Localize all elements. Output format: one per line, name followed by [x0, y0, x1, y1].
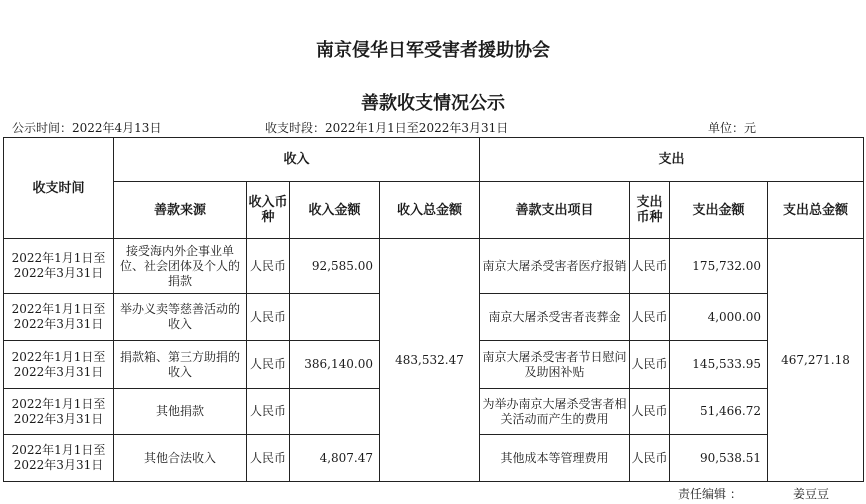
row-income-currency: 人民币 — [247, 389, 290, 435]
row-income-amount — [290, 294, 380, 341]
publish-time: 公示时间：2022年4月13日 — [12, 121, 162, 135]
row-expense-amount: 4,000.00 — [670, 294, 768, 341]
header-expense-currency: 支出币种 — [630, 182, 670, 239]
row-expense-amount: 90,538.51 — [670, 435, 768, 482]
header-source: 善款来源 — [114, 182, 247, 239]
row-expense-currency: 人民币 — [630, 341, 670, 389]
row-source: 其他合法收入 — [114, 435, 247, 482]
row-source: 举办义卖等慈善活动的收入 — [114, 294, 247, 341]
row-income-amount: 92,585.00 — [290, 239, 380, 294]
donation-table — [3, 137, 864, 482]
row-source: 接受海内外企事业单位、社会团体及个人的捐款 — [114, 239, 247, 294]
header-income: 收入 — [114, 138, 480, 182]
header-expense-amount: 支出金额 — [670, 182, 768, 239]
row-income-amount: 4,807.47 — [290, 435, 380, 482]
row-income-currency: 人民币 — [247, 239, 290, 294]
row-time: 2022年1月1日至2022年3月31日 — [4, 435, 114, 482]
editor-label: 责任编辑 ： — [678, 487, 742, 501]
row-income-amount — [290, 389, 380, 435]
document-title: 善款收支情况公示 — [361, 93, 505, 114]
row-income-currency: 人民币 — [247, 435, 290, 482]
expense-total-value: 467,271.18 — [768, 239, 864, 482]
header-expense-item: 善款支出项目 — [480, 182, 630, 239]
organization-title: 南京侵华日军受害者援助协会 — [316, 40, 550, 61]
row-expense-currency: 人民币 — [630, 389, 670, 435]
editor-name: 姜豆豆 — [793, 487, 830, 501]
row-income-currency: 人民币 — [247, 294, 290, 341]
row-expense-item: 南京大屠杀受害者丧葬金 — [480, 294, 630, 341]
unit-label: 单位：元 — [708, 121, 757, 135]
row-income-amount: 386,140.00 — [290, 341, 380, 389]
row-expense-item: 为举办南京大屠杀受害者相关活动而产生的费用 — [480, 389, 630, 435]
income-total-value: 483,532.47 — [380, 239, 480, 482]
row-expense-amount: 51,466.72 — [670, 389, 768, 435]
header-time: 收支时间 — [4, 138, 114, 239]
row-expense-currency: 人民币 — [630, 239, 670, 294]
row-expense-item: 南京大屠杀受害者节日慰问及助困补贴 — [480, 341, 630, 389]
row-time: 2022年1月1日至2022年3月31日 — [4, 239, 114, 294]
header-income-currency: 收入币种 — [247, 182, 290, 239]
row-income-currency: 人民币 — [247, 341, 290, 389]
row-expense-item: 其他成本等管理费用 — [480, 435, 630, 482]
row-time: 2022年1月1日至2022年3月31日 — [4, 341, 114, 389]
header-expense-total: 支出总金额 — [768, 182, 864, 239]
header-row-2 — [4, 182, 864, 239]
row-source: 捐款箱、第三方助捐的收入 — [114, 341, 247, 389]
row-time: 2022年1月1日至2022年3月31日 — [4, 294, 114, 341]
row-expense-amount: 145,533.95 — [670, 341, 768, 389]
table-row — [4, 239, 864, 294]
row-expense-amount: 175,732.00 — [670, 239, 768, 294]
header-expense: 支出 — [480, 138, 864, 182]
row-source: 其他捐款 — [114, 389, 247, 435]
period: 收支时段：2022年1月1日至2022年3月31日 — [265, 121, 509, 135]
header-income-amount: 收入金额 — [290, 182, 380, 239]
row-time: 2022年1月1日至2022年3月31日 — [4, 389, 114, 435]
row-expense-currency: 人民币 — [630, 294, 670, 341]
header-row-1 — [4, 138, 864, 182]
row-expense-currency: 人民币 — [630, 435, 670, 482]
header-income-total: 收入总金额 — [380, 182, 480, 239]
row-expense-item: 南京大屠杀受害者医疗报销 — [480, 239, 630, 294]
